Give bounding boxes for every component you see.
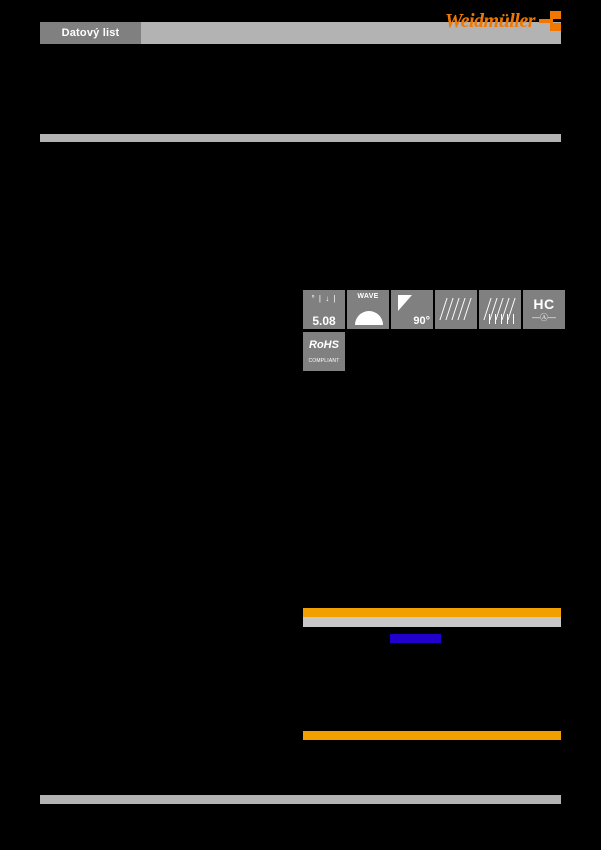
rohs-icon-sub: COMPLIANT — [308, 358, 340, 364]
product-image — [40, 160, 280, 360]
document-type-tab: Datový list — [40, 22, 141, 44]
pin-row-shape — [486, 314, 514, 324]
connector-rows-icon — [435, 290, 477, 329]
pitch-icon-glyph: ° | ↓ | — [311, 294, 337, 303]
section-1-subheader — [303, 617, 561, 627]
header-divider — [40, 134, 561, 142]
logo-wordmark: Weidmüller — [444, 10, 535, 32]
connector-pins-icon — [479, 290, 521, 329]
feature-icon-strip — [303, 290, 565, 329]
connector-rows-shape — [441, 298, 471, 320]
weidmuller-logo — [401, 8, 561, 34]
weidmuller-logo-mark — [539, 11, 561, 31]
title-block — [40, 52, 400, 55]
section-1-bar — [303, 608, 561, 617]
footer-divider — [40, 795, 561, 804]
wave-solder-icon — [347, 290, 389, 329]
section-2-bar — [303, 731, 561, 740]
angle-90-icon — [391, 290, 433, 329]
high-current-icon-label: HC — [533, 296, 555, 312]
angle-shape — [398, 295, 412, 311]
wave-solder-icon-label: WAVE — [357, 293, 379, 300]
order-number-link[interactable] — [390, 634, 441, 643]
angle-90-icon-label: 90° — [413, 315, 430, 327]
high-current-icon-sub: —Ⓐ— — [532, 313, 556, 322]
pitch-icon-label: 5.08 — [312, 314, 336, 328]
compliance-icon-strip — [303, 332, 345, 371]
high-current-icon — [523, 290, 565, 329]
rohs-icon-label: RoHS — [309, 339, 339, 351]
wave-arc-shape — [355, 311, 383, 325]
rohs-compliant-icon — [303, 332, 345, 371]
pitch-icon — [303, 290, 345, 329]
